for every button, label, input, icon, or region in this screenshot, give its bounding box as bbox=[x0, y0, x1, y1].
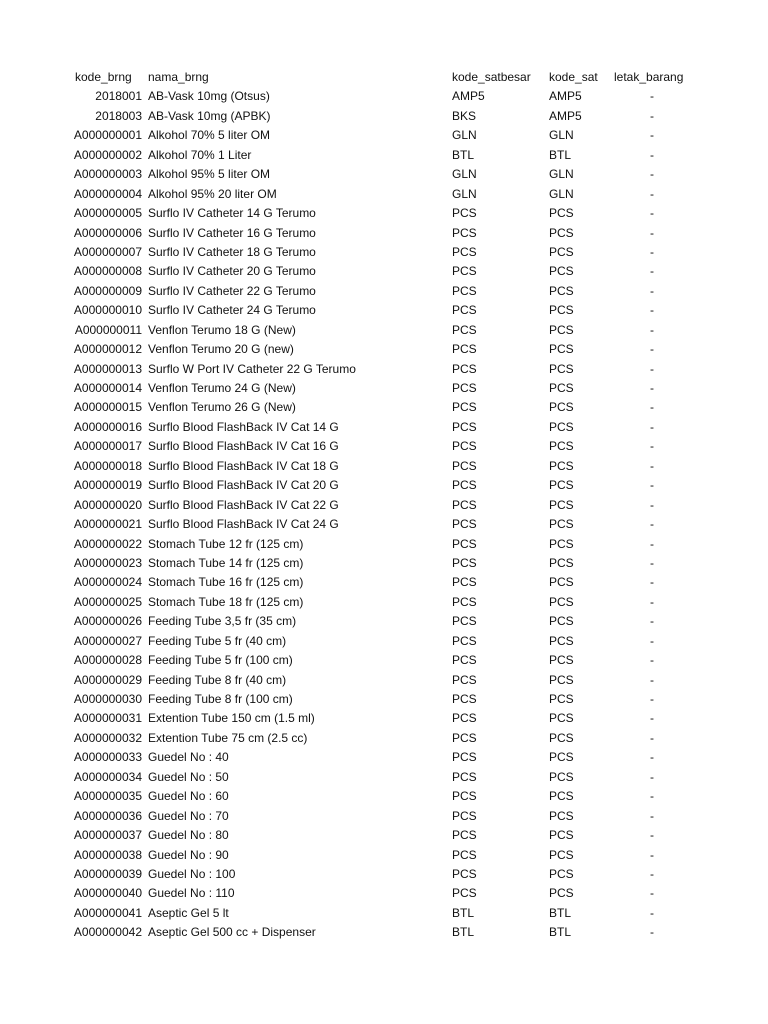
cell-kode-brng: 2018003 bbox=[95, 108, 142, 123]
cell-kode-sat: PCS bbox=[549, 653, 574, 668]
cell-letak-barang: - bbox=[650, 225, 654, 240]
cell-letak-barang: - bbox=[650, 342, 654, 357]
cell-kode-brng: A000000035 bbox=[73, 789, 142, 804]
cell-kode-satbesar: PCS bbox=[452, 283, 477, 298]
cell-nama-brng: Guedel No : 50 bbox=[148, 769, 229, 784]
cell-kode-satbesar: BTL bbox=[452, 905, 475, 920]
cell-kode-satbesar: PCS bbox=[452, 555, 477, 570]
cell-letak-barang: - bbox=[650, 186, 654, 201]
cell-kode-brng: A000000032 bbox=[73, 730, 142, 745]
cell-nama-brng: Surflo Blood FlashBack IV Cat 18 G bbox=[148, 458, 339, 473]
cell-kode-brng: A000000005 bbox=[73, 206, 142, 221]
cell-nama-brng: Stomach Tube 12 fr (125 cm) bbox=[148, 536, 304, 551]
cell-kode-satbesar: PCS bbox=[452, 225, 477, 240]
table-row bbox=[0, 612, 768, 631]
cell-kode-sat: BTL bbox=[549, 905, 572, 920]
table-row bbox=[0, 476, 768, 495]
cell-letak-barang: - bbox=[650, 361, 654, 376]
table-row bbox=[0, 398, 768, 417]
cell-kode-satbesar: PCS bbox=[452, 808, 477, 823]
cell-kode-brng: A000000023 bbox=[73, 555, 142, 570]
cell-nama-brng: Feeding Tube 5 fr (40 cm) bbox=[148, 633, 287, 648]
cell-kode-sat: PCS bbox=[549, 808, 574, 823]
cell-nama-brng: Guedel No : 90 bbox=[148, 847, 229, 862]
header-row bbox=[0, 68, 768, 87]
table-row bbox=[0, 632, 768, 651]
cell-kode-satbesar: PCS bbox=[452, 439, 477, 454]
cell-kode-brng: A000000034 bbox=[73, 769, 142, 784]
cell-kode-sat: PCS bbox=[549, 342, 574, 357]
cell-nama-brng: AB-Vask 10mg (APBK) bbox=[148, 108, 271, 123]
table-row bbox=[0, 146, 768, 165]
cell-nama-brng: Guedel No : 40 bbox=[148, 750, 229, 765]
cell-letak-barang: - bbox=[650, 828, 654, 843]
table-row bbox=[0, 282, 768, 301]
cell-kode-satbesar: GLN bbox=[452, 186, 477, 201]
cell-kode-brng: A000000030 bbox=[73, 692, 142, 706]
cell-kode-sat: PCS bbox=[549, 575, 574, 590]
cell-kode-satbesar: PCS bbox=[452, 730, 477, 745]
cell-letak-barang: - bbox=[650, 478, 654, 493]
cell-letak-barang: - bbox=[650, 866, 654, 881]
cell-kode-sat: PCS bbox=[549, 614, 574, 629]
cell-kode-sat: PCS bbox=[549, 517, 574, 532]
cell-kode-satbesar: PCS bbox=[452, 206, 477, 221]
cell-kode-brng: A000000024 bbox=[73, 575, 142, 590]
table-row bbox=[0, 165, 768, 184]
cell-kode-sat: PCS bbox=[549, 847, 574, 862]
cell-letak-barang: - bbox=[650, 769, 654, 784]
cell-nama-brng: Aseptic Gel 500 cc + Dispenser bbox=[148, 925, 316, 940]
cell-kode-sat: PCS bbox=[549, 711, 574, 726]
cell-letak-barang: - bbox=[650, 244, 654, 259]
cell-nama-brng: Stomach Tube 14 fr (125 cm) bbox=[148, 555, 304, 570]
cell-kode-brng: A000000018 bbox=[73, 458, 142, 473]
table-row bbox=[0, 87, 768, 106]
cell-kode-satbesar: PCS bbox=[452, 342, 477, 357]
cell-nama-brng: Guedel No : 60 bbox=[148, 789, 229, 804]
cell-kode-sat: PCS bbox=[549, 283, 574, 298]
cell-kode-satbesar: PCS bbox=[452, 361, 477, 376]
table-row bbox=[0, 107, 768, 126]
cell-nama-brng: Surflo IV Catheter 16 G Terumo bbox=[148, 225, 316, 240]
cell-nama-brng: Surflo W Port IV Catheter 22 G Terumo bbox=[148, 361, 356, 376]
cell-nama-brng: Feeding Tube 5 fr (100 cm) bbox=[148, 653, 293, 668]
cell-kode-satbesar: PCS bbox=[452, 244, 477, 259]
cell-kode-sat: PCS bbox=[549, 419, 574, 434]
header-kode-sat: kode_sat bbox=[549, 70, 598, 84]
cell-nama-brng: Alkohol 95% 5 liter OM bbox=[148, 167, 271, 182]
table-row bbox=[0, 340, 768, 359]
table-row bbox=[0, 748, 768, 767]
cell-kode-brng: A000000022 bbox=[73, 536, 142, 551]
cell-letak-barang: - bbox=[650, 614, 654, 629]
cell-nama-brng: Feeding Tube 8 fr (40 cm) bbox=[148, 672, 287, 687]
table-row bbox=[0, 360, 768, 379]
cell-letak-barang: - bbox=[650, 847, 654, 862]
cell-kode-sat: PCS bbox=[549, 769, 574, 784]
cell-nama-brng: Surflo IV Catheter 18 G Terumo bbox=[148, 244, 316, 259]
table-row bbox=[0, 846, 768, 865]
cell-kode-sat: PCS bbox=[549, 536, 574, 551]
cell-nama-brng: Venflon Terumo 24 G (New) bbox=[148, 381, 296, 395]
cell-nama-brng: Stomach Tube 18 fr (125 cm) bbox=[148, 594, 304, 609]
table-row bbox=[0, 496, 768, 515]
table-row bbox=[0, 185, 768, 204]
cell-nama-brng: Feeding Tube 8 fr (100 cm) bbox=[148, 692, 293, 706]
cell-letak-barang: - bbox=[650, 167, 654, 182]
cell-kode-brng: A000000026 bbox=[73, 614, 142, 629]
cell-letak-barang: - bbox=[650, 303, 654, 318]
cell-kode-brng: A000000017 bbox=[73, 439, 142, 454]
cell-kode-sat: GLN bbox=[549, 128, 574, 143]
cell-kode-satbesar: PCS bbox=[452, 264, 477, 279]
header-kode-satbesar: kode_satbesar bbox=[452, 70, 531, 84]
cell-nama-brng: Alkohol 70% 5 liter OM bbox=[148, 128, 271, 143]
cell-kode-satbesar: PCS bbox=[452, 497, 477, 512]
cell-kode-brng: A000000012 bbox=[73, 342, 142, 357]
cell-kode-sat: PCS bbox=[549, 497, 574, 512]
table-row bbox=[0, 884, 768, 903]
cell-kode-brng: A000000041 bbox=[73, 905, 142, 920]
cell-kode-satbesar: PCS bbox=[452, 303, 477, 318]
cell-kode-satbesar: PCS bbox=[452, 517, 477, 532]
cell-letak-barang: - bbox=[650, 653, 654, 668]
table-row bbox=[0, 535, 768, 554]
cell-nama-brng: Guedel No : 110 bbox=[148, 886, 235, 901]
cell-kode-sat: PCS bbox=[549, 206, 574, 221]
cell-kode-brng: A000000013 bbox=[73, 361, 142, 376]
cell-kode-brng: A000000025 bbox=[73, 594, 142, 609]
cell-kode-brng: A000000010 bbox=[73, 303, 142, 318]
table-row bbox=[0, 651, 768, 670]
cell-kode-sat: PCS bbox=[549, 866, 574, 881]
cell-kode-satbesar: AMP5 bbox=[452, 89, 485, 104]
cell-kode-satbesar: PCS bbox=[452, 594, 477, 609]
cell-kode-brng: A000000011 bbox=[74, 322, 142, 337]
table-row bbox=[0, 126, 768, 145]
cell-nama-brng: Surflo IV Catheter 20 G Terumo bbox=[148, 264, 316, 279]
cell-kode-sat: PCS bbox=[549, 244, 574, 259]
table-row bbox=[0, 457, 768, 476]
cell-kode-sat: GLN bbox=[549, 167, 574, 182]
cell-nama-brng: Surflo Blood FlashBack IV Cat 22 G bbox=[148, 497, 339, 512]
cell-kode-sat: PCS bbox=[549, 594, 574, 609]
cell-nama-brng: AB-Vask 10mg (Otsus) bbox=[148, 89, 270, 104]
cell-kode-satbesar: PCS bbox=[452, 847, 477, 862]
table-row bbox=[0, 768, 768, 787]
table-row bbox=[0, 515, 768, 534]
cell-nama-brng: Venflon Terumo 18 G (New) bbox=[148, 322, 296, 337]
cell-kode-brng: A000000029 bbox=[73, 672, 142, 687]
cell-kode-sat: AMP5 bbox=[549, 89, 582, 104]
cell-kode-satbesar: PCS bbox=[452, 614, 477, 629]
cell-kode-brng: A000000006 bbox=[73, 225, 142, 240]
cell-letak-barang: - bbox=[650, 730, 654, 745]
cell-kode-brng: A000000016 bbox=[73, 419, 142, 434]
table-row bbox=[0, 243, 768, 262]
cell-kode-sat: PCS bbox=[549, 400, 574, 415]
cell-letak-barang: - bbox=[650, 264, 654, 279]
cell-kode-brng: A000000001 bbox=[73, 128, 142, 143]
cell-kode-satbesar: PCS bbox=[452, 400, 477, 415]
cell-kode-satbesar: PCS bbox=[452, 828, 477, 843]
table-row bbox=[0, 204, 768, 223]
cell-kode-sat: PCS bbox=[549, 458, 574, 473]
cell-letak-barang: - bbox=[650, 536, 654, 551]
cell-kode-sat: PCS bbox=[549, 439, 574, 454]
cell-letak-barang: - bbox=[650, 458, 654, 473]
table-row bbox=[0, 865, 768, 884]
cell-kode-sat: PCS bbox=[549, 730, 574, 745]
cell-kode-sat: PCS bbox=[549, 633, 574, 648]
cell-kode-satbesar: PCS bbox=[452, 711, 477, 726]
cell-kode-satbesar: BTL bbox=[452, 925, 475, 940]
cell-letak-barang: - bbox=[650, 400, 654, 415]
cell-nama-brng: Surflo IV Catheter 14 G Terumo bbox=[148, 206, 316, 221]
cell-letak-barang: - bbox=[650, 283, 654, 298]
cell-letak-barang: - bbox=[650, 89, 654, 104]
cell-kode-satbesar: PCS bbox=[452, 672, 477, 687]
table-row bbox=[0, 224, 768, 243]
cell-kode-brng: A000000038 bbox=[73, 847, 142, 862]
cell-kode-brng: A000000021 bbox=[73, 517, 142, 532]
cell-kode-brng: A000000039 bbox=[73, 866, 142, 881]
cell-letak-barang: - bbox=[650, 575, 654, 590]
cell-letak-barang: - bbox=[650, 672, 654, 687]
cell-kode-sat: PCS bbox=[549, 225, 574, 240]
cell-letak-barang: - bbox=[650, 128, 654, 143]
cell-letak-barang: - bbox=[650, 750, 654, 765]
cell-kode-sat: BTL bbox=[549, 925, 572, 940]
cell-nama-brng: Surflo Blood FlashBack IV Cat 20 G bbox=[148, 478, 339, 493]
table-row bbox=[0, 787, 768, 806]
cell-kode-sat: PCS bbox=[549, 672, 574, 687]
cell-kode-brng: A000000031 bbox=[73, 711, 142, 726]
cell-nama-brng: Alkohol 95% 20 liter OM bbox=[148, 186, 277, 201]
cell-nama-brng: Stomach Tube 16 fr (125 cm) bbox=[148, 575, 304, 590]
cell-kode-brng: A000000037 bbox=[73, 828, 142, 843]
cell-kode-brng: A000000009 bbox=[73, 283, 142, 298]
cell-letak-barang: - bbox=[650, 206, 654, 221]
cell-kode-brng: A000000027 bbox=[73, 633, 142, 648]
table-row bbox=[0, 826, 768, 845]
cell-kode-brng: A000000004 bbox=[73, 186, 142, 201]
cell-nama-brng: Feeding Tube 3,5 fr (35 cm) bbox=[148, 614, 297, 629]
table-row bbox=[0, 904, 768, 923]
header-kode-brng: kode_brng bbox=[75, 70, 132, 84]
cell-kode-brng: A000000007 bbox=[73, 244, 142, 259]
cell-kode-sat: AMP5 bbox=[549, 108, 582, 123]
cell-nama-brng: Surflo Blood FlashBack IV Cat 14 G bbox=[148, 419, 339, 434]
cell-letak-barang: - bbox=[650, 497, 654, 512]
cell-nama-brng: Alkohol 70% 1 Liter bbox=[148, 147, 252, 162]
cell-nama-brng: Venflon Terumo 20 G (new) bbox=[148, 342, 294, 357]
table-row bbox=[0, 437, 768, 456]
cell-nama-brng: Guedel No : 80 bbox=[148, 828, 229, 843]
cell-kode-satbesar: PCS bbox=[452, 692, 477, 706]
table-row bbox=[0, 729, 768, 748]
cell-kode-brng: A000000036 bbox=[73, 808, 142, 823]
cell-letak-barang: - bbox=[650, 594, 654, 609]
cell-kode-sat: PCS bbox=[549, 264, 574, 279]
header-nama-brng: nama_brng bbox=[148, 70, 209, 84]
cell-letak-barang: - bbox=[650, 692, 654, 706]
cell-kode-satbesar: BTL bbox=[452, 147, 475, 162]
cell-kode-brng: A000000014 bbox=[73, 381, 142, 395]
cell-nama-brng: Guedel No : 100 bbox=[148, 866, 236, 881]
header-letak-barang: letak_barang bbox=[614, 70, 684, 84]
cell-kode-satbesar: PCS bbox=[452, 866, 477, 881]
cell-kode-sat: PCS bbox=[549, 381, 574, 395]
table-row bbox=[0, 593, 768, 612]
cell-kode-satbesar: PCS bbox=[452, 633, 477, 648]
cell-letak-barang: - bbox=[650, 517, 654, 532]
cell-kode-sat: PCS bbox=[549, 692, 574, 706]
cell-nama-brng: Guedel No : 70 bbox=[148, 808, 229, 823]
cell-nama-brng: Surflo Blood FlashBack IV Cat 16 G bbox=[148, 439, 339, 454]
cell-kode-satbesar: PCS bbox=[452, 419, 477, 434]
cell-kode-sat: PCS bbox=[549, 555, 574, 570]
cell-kode-sat: PCS bbox=[549, 322, 574, 337]
cell-kode-sat: PCS bbox=[549, 789, 574, 804]
cell-kode-sat: PCS bbox=[549, 828, 574, 843]
cell-letak-barang: - bbox=[650, 108, 654, 123]
cell-kode-brng: A000000015 bbox=[73, 400, 142, 415]
cell-letak-barang: - bbox=[650, 419, 654, 434]
table-row bbox=[0, 301, 768, 320]
cell-kode-brng: A000000028 bbox=[73, 653, 142, 668]
cell-kode-brng: A000000020 bbox=[73, 497, 142, 512]
cell-kode-satbesar: GLN bbox=[452, 167, 477, 182]
table-body bbox=[0, 87, 768, 942]
cell-kode-brng: A000000042 bbox=[73, 925, 142, 940]
cell-kode-brng: A000000019 bbox=[73, 478, 142, 493]
table-row bbox=[0, 573, 768, 592]
table-row bbox=[0, 923, 768, 942]
cell-kode-satbesar: PCS bbox=[452, 575, 477, 590]
table-row bbox=[0, 690, 768, 709]
table-row bbox=[0, 262, 768, 281]
cell-nama-brng: Extention Tube 150 cm (1.5 ml) bbox=[148, 711, 315, 726]
cell-nama-brng: Venflon Terumo 26 G (New) bbox=[148, 400, 296, 415]
cell-kode-satbesar: PCS bbox=[452, 750, 477, 765]
cell-kode-brng: A000000033 bbox=[73, 750, 142, 765]
cell-kode-satbesar: PCS bbox=[452, 322, 477, 337]
cell-kode-brng: A000000003 bbox=[73, 167, 142, 182]
cell-kode-satbesar: PCS bbox=[452, 769, 477, 784]
table-row bbox=[0, 379, 768, 398]
cell-letak-barang: - bbox=[650, 905, 654, 920]
cell-kode-sat: PCS bbox=[549, 478, 574, 493]
cell-kode-satbesar: PCS bbox=[452, 886, 477, 901]
table-row bbox=[0, 671, 768, 690]
cell-kode-sat: BTL bbox=[549, 147, 572, 162]
cell-letak-barang: - bbox=[650, 555, 654, 570]
cell-kode-satbesar: PCS bbox=[452, 458, 477, 473]
cell-kode-sat: PCS bbox=[549, 303, 574, 318]
cell-kode-satbesar: BKS bbox=[452, 108, 477, 123]
cell-letak-barang: - bbox=[650, 925, 654, 940]
cell-kode-sat: PCS bbox=[549, 750, 574, 765]
cell-nama-brng: Aseptic Gel 5 lt bbox=[148, 905, 229, 920]
cell-letak-barang: - bbox=[650, 886, 654, 901]
cell-kode-sat: PCS bbox=[549, 361, 574, 376]
cell-letak-barang: - bbox=[650, 322, 654, 337]
cell-kode-brng: A000000002 bbox=[73, 147, 142, 162]
cell-kode-satbesar: GLN bbox=[452, 128, 477, 143]
cell-kode-satbesar: PCS bbox=[452, 789, 477, 804]
cell-kode-brng: A000000040 bbox=[73, 886, 142, 901]
cell-nama-brng: Surflo IV Catheter 22 G Terumo bbox=[148, 283, 316, 298]
cell-nama-brng: Surflo Blood FlashBack IV Cat 24 G bbox=[148, 517, 339, 532]
table-row bbox=[0, 709, 768, 728]
cell-kode-brng: A000000008 bbox=[73, 264, 142, 279]
table-row bbox=[0, 807, 768, 826]
table-row bbox=[0, 418, 768, 437]
cell-kode-satbesar: PCS bbox=[452, 536, 477, 551]
cell-letak-barang: - bbox=[650, 789, 654, 804]
cell-letak-barang: - bbox=[650, 147, 654, 162]
data-sheet bbox=[0, 68, 768, 943]
cell-letak-barang: - bbox=[650, 808, 654, 823]
cell-letak-barang: - bbox=[650, 381, 654, 395]
cell-kode-satbesar: PCS bbox=[452, 653, 477, 668]
table-row bbox=[0, 554, 768, 573]
cell-kode-sat: PCS bbox=[549, 886, 574, 901]
cell-letak-barang: - bbox=[650, 711, 654, 726]
cell-kode-sat: GLN bbox=[549, 186, 574, 201]
cell-kode-satbesar: PCS bbox=[452, 478, 477, 493]
cell-nama-brng: Surflo IV Catheter 24 G Terumo bbox=[148, 303, 316, 318]
cell-nama-brng: Extention Tube 75 cm (2.5 cc) bbox=[148, 730, 308, 745]
table-row bbox=[0, 321, 768, 340]
cell-letak-barang: - bbox=[650, 439, 654, 454]
cell-kode-satbesar: PCS bbox=[452, 381, 477, 395]
cell-kode-brng: 2018001 bbox=[95, 89, 142, 104]
cell-letak-barang: - bbox=[650, 633, 654, 648]
